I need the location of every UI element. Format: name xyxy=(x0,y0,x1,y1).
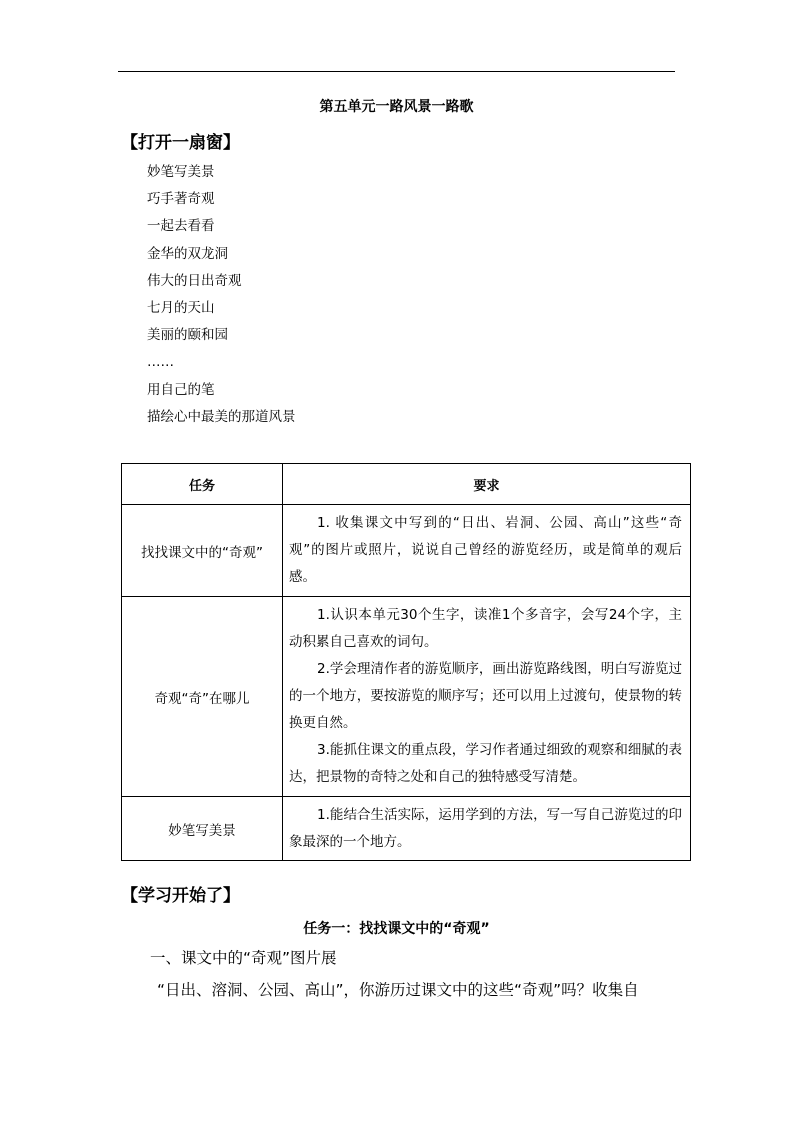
table-header-requirement: 要求 xyxy=(283,464,691,505)
document-title: 第五单元一路风景一路歌 xyxy=(319,99,474,115)
requirement-cell xyxy=(283,505,691,597)
poem-list xyxy=(147,162,296,434)
task-cell: 找找课文中的“奇观” xyxy=(122,505,283,597)
table-row xyxy=(122,597,691,797)
table-row xyxy=(122,797,691,861)
poem-line: 巧手著奇观 xyxy=(147,191,215,208)
task-table xyxy=(121,463,691,861)
poem-line: 用自己的笔 xyxy=(147,381,215,398)
table-header-task: 任务 xyxy=(122,464,283,505)
section-heading-learning: 【学习开始了】 xyxy=(121,886,240,906)
poem-line: 妙笔写美景 xyxy=(147,164,215,180)
subsection-title: 一、课文中的“奇观”图片展 xyxy=(150,949,337,967)
body-paragraph: “日出、溶洞、公园、高山”，你游历过课文中的这些“奇观”吗？收集自 xyxy=(157,981,639,999)
requirement-item: 2.学会理清作者的游览顺序，画出游览路线图，明白写游览过的一个地方，要按游览的顺序写；还可以用上过渡句，使景物的转换更自然。 xyxy=(289,661,682,731)
poem-line: 金华的双龙洞 xyxy=(147,245,228,262)
poem-line: 伟大的日出奇观 xyxy=(147,272,242,289)
requirement-item: 1.认识本单元30个生字，读准1个多音字，会写24个字，主动积累自己喜欢的词句。 xyxy=(289,607,682,650)
table-row xyxy=(122,505,691,597)
task-cell: 妙笔写美景 xyxy=(122,797,283,861)
requirement-cell xyxy=(283,597,691,797)
header-rule xyxy=(118,71,675,72)
poem-line: 描绘心中最美的那道风景 xyxy=(147,408,296,425)
task-one-title: 任务一：找找课文中的“奇观” xyxy=(303,921,490,937)
poem-line: 一起去看看 xyxy=(147,218,215,235)
poem-line: …… xyxy=(147,354,174,371)
table-header-row xyxy=(122,464,691,505)
task-cell: 奇观“奇”在哪儿 xyxy=(122,597,283,797)
requirement-item: 1.能结合生活实际，运用学到的方法，写一写自己游览过的印象最深的一个地方。 xyxy=(289,806,682,850)
poem-line: 美丽的颐和园 xyxy=(147,327,228,344)
requirement-item: 3.能抓住课文的重点段，学习作者通过细致的观察和细腻的表达，把景物的奇特之处和自己的独特感受写清楚。 xyxy=(289,742,682,785)
requirement-item: 1. 收集课文中写到的“日出、岩洞、公园、高山”这些“奇观”的图片或照片，说说自己曾经的游览经历，或是简单的观后感。 xyxy=(289,515,682,585)
poem-line: 七月的天山 xyxy=(147,299,215,316)
requirement-cell xyxy=(283,797,691,861)
section-heading-open-window: 【打开一扇窗】 xyxy=(121,133,240,153)
